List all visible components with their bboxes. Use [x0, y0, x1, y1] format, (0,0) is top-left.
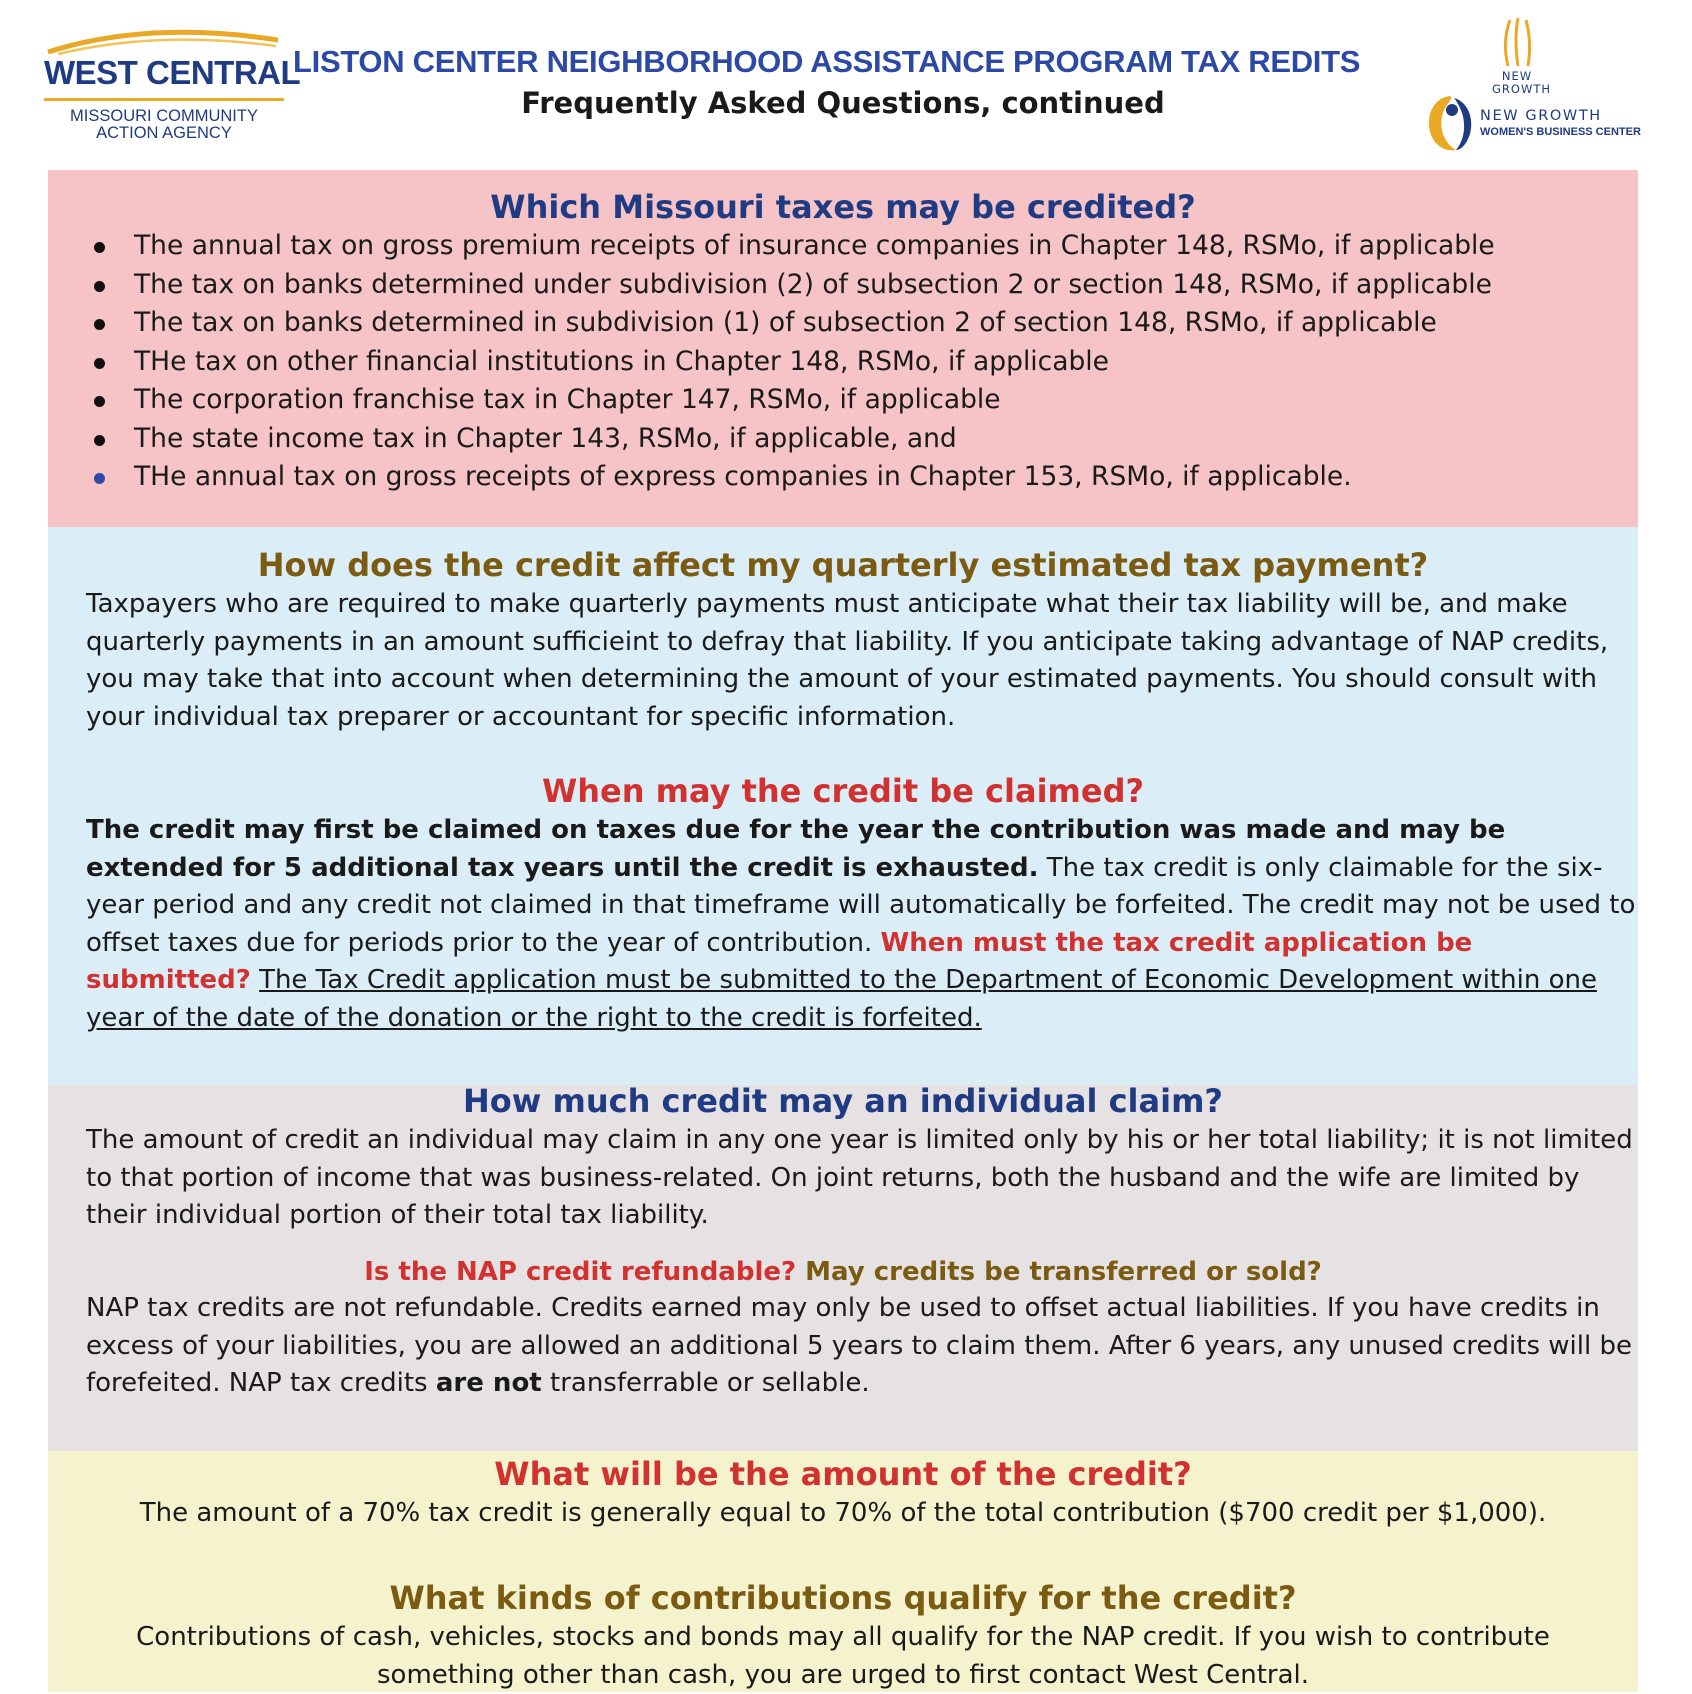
bullet-icon: [94, 358, 105, 369]
kinds-body: [48, 1619, 1638, 1694]
list-item-text: The annual tax on gross premium receipts of insurance companies in Chapter 148, RSMo, if applicable: [134, 230, 1495, 261]
list-item: [86, 381, 1495, 420]
west-central-logo: [38, 18, 301, 142]
list-item-text: The state income tax in Chapter 143, RSMo, if applicable, and: [134, 422, 957, 454]
individual-refundable-section: [48, 1082, 1638, 1451]
bullet-icon: [94, 319, 105, 330]
logo-name: NEW GROWTH: [1480, 108, 1602, 124]
kinds-line1: Contributions of cash, vehicles, stocks and bonds may all qualify for the NAP credit. If you wish to contribute: [136, 1622, 1550, 1652]
logo-top-text: [1492, 69, 1551, 96]
refundable-heading: [48, 1254, 1638, 1290]
individual-body: The amount of credit an individual may claim in any one year is limited only by his or her total liability; it is not limited to that portion of income that was business-related. On joint returns, both the husband and the wife are limited by their individual portion of their total tax liability.: [86, 1125, 1633, 1230]
taxes-list: [86, 227, 1495, 497]
refundable-question: Is the NAP credit refundable?: [364, 1257, 797, 1287]
quarterly-heading: How does the credit affect my quarterly estimated tax payment?: [257, 546, 1429, 584]
claimed-bold-intro: The credit may first be claimed on taxes due for the year the contribution was made and may be extended for 5 additional tax years until the credit is exhausted.: [86, 815, 1506, 883]
bullet-icon: [94, 435, 105, 446]
taxes-section: [48, 170, 1638, 527]
claimed-heading: When may the credit be claimed?: [541, 772, 1145, 810]
list-item: [86, 227, 1495, 266]
spacer-text: [251, 965, 259, 995]
wheat-icon: [1488, 18, 1548, 68]
taxes-heading: Which Missouri taxes may be credited?: [490, 188, 1196, 226]
logo-subtitle: [44, 108, 284, 142]
bullet-icon: [94, 281, 105, 292]
list-item-text: The tax on banks determined under subdivision (2) of subsection 2 or section 148, RSMo, if applicable: [134, 268, 1492, 300]
bullet-icon: [94, 242, 105, 253]
bullet-icon: [94, 473, 105, 484]
kinds-line2: something other than cash, you are urged to first contact West Central.: [376, 1659, 1310, 1690]
quarterly-body: Taxpayers who are required to make quarterly payments must anticipate what their tax liability will be, and make quarterly payments in an amount sufficieint to defray that liability. If you anticipate taking advantage of NAP credits, you may take that into account when determining the amount of your estimated payments. You should consult with your individual tax preparer or accountant for specific information.: [86, 589, 1609, 732]
list-item-text: The corporation franchise tax in Chapter 147, RSMo, if applicable: [134, 384, 1001, 415]
page-subtitle: Frequently Asked Questions, continued: [521, 86, 1165, 120]
logo-sub-line1: MISSOURI COMMUNITY: [70, 107, 258, 125]
list-item: [86, 266, 1495, 305]
refundable-body-bold: are not: [435, 1368, 542, 1398]
transfer-question: May credits be transferred or sold?: [796, 1257, 1322, 1287]
claimed-body: [86, 812, 1646, 1037]
application-deadline: The Tax Credit application must be submitted to the Department of Economic Development within one year of the date of the donation or the right to the credit is forfeited.: [86, 965, 1597, 1033]
woman-silhouette-icon: [1420, 92, 1480, 154]
individual-heading: How much credit may an individual claim?: [463, 1082, 1223, 1120]
page-header: [0, 0, 1692, 170]
amount-kinds-section: [48, 1451, 1638, 1692]
list-item: [86, 458, 1495, 497]
list-item-text: THe annual tax on gross receipts of express companies in Chapter 153, RSMo, if applicable.: [134, 461, 1352, 492]
logo-sub-line2: ACTION AGENCY: [96, 124, 232, 142]
claimed-body-text: The tax credit is only claimable for the six-year period and any credit not claimed in that timeframe will automatically be forfeited. The credit may not be used to offset taxes due for periods prior to the year of contribution.: [86, 852, 1636, 958]
swoosh-icon: [38, 18, 288, 58]
logo-name: WEST CENTRAL: [44, 54, 301, 91]
amount-body: The amount of a 70% tax credit is generally equal to 70% of the total contribution ($700 credit per $1,000).: [139, 1498, 1547, 1528]
list-item-text: The tax on banks determined in subdivision (1) of subsection 2 of section 148, RSMo, if applicable: [134, 307, 1437, 338]
logo-divider: [44, 98, 284, 101]
refundable-body-start: NAP tax credits are not refundable. Credits earned may only be used to offset actual liabilities. If you have credits in excess of your liabilities, you are allowed an additional 5 years to claim them. After 6 years, any unused credits will be forefeited. NAP tax credits: [86, 1293, 1632, 1398]
refundable-body-end: transferrable or sellable.: [541, 1368, 870, 1398]
application-question: When must the tax credit application be submitted?: [86, 927, 1473, 995]
list-item: [86, 420, 1495, 459]
amount-heading: What will be the amount of the credit?: [494, 1455, 1192, 1493]
new-growth-logo: [1420, 18, 1640, 148]
list-item: [86, 343, 1495, 382]
kinds-heading: What kinds of contributions qualify for the credit?: [389, 1579, 1297, 1617]
logo-top-line1: NEW: [1501, 69, 1533, 83]
list-item: [86, 304, 1495, 343]
page-title: LISTON CENTER NEIGHBORHOOD ASSISTANCE PROGRAM TAX REDITS: [293, 44, 1361, 79]
logo-top-line2: GROWTH: [1492, 82, 1551, 96]
refundable-body: [86, 1290, 1646, 1403]
logo-subtitle: WOMEN'S BUSINESS CENTER: [1480, 126, 1641, 138]
bullet-icon: [94, 396, 105, 407]
quarterly-claimed-section: [48, 527, 1638, 1085]
list-item-text: THe tax on other financial institutions in Chapter 148, RSMo, if applicable: [134, 345, 1109, 377]
